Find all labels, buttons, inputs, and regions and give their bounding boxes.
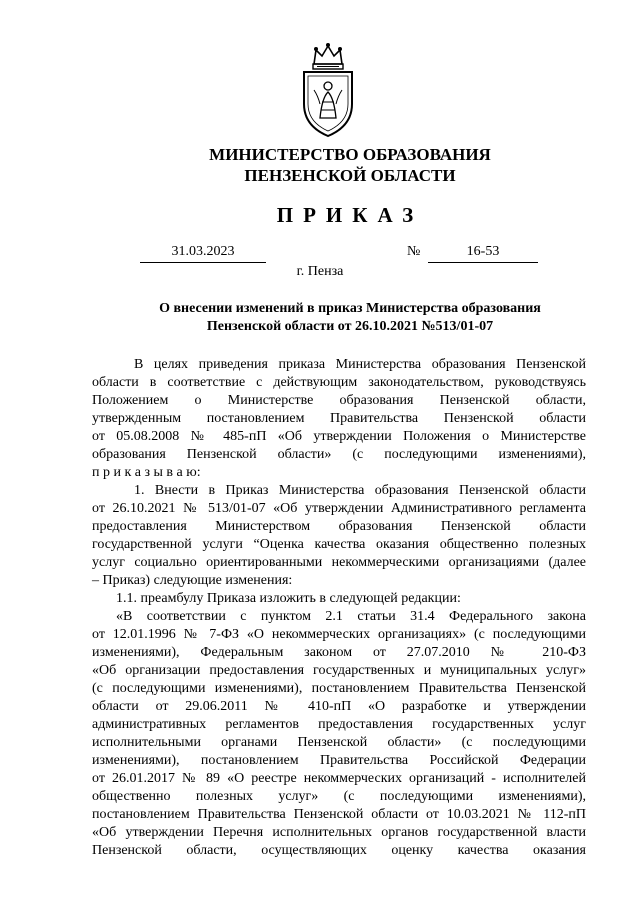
body-line: Положением о Министерстве образования Пензенской области, (92, 393, 586, 408)
subject-line-2: Пензенской области от 26.10.2021 №513/01-07 (206, 319, 494, 334)
coat-of-arms-emblem (300, 42, 356, 142)
ministry-name-line-2: ПЕНЗЕНСКОЙ ОБЛАСТИ (244, 166, 456, 185)
document-date: 31.03.2023 (171, 244, 235, 259)
body-line: утвержденным постановлением Правительства Пензенской области (92, 411, 586, 426)
document-number: 16-53 (466, 244, 500, 259)
body-line: «Об утверждении Перечня исполнительных органов государственной власти (92, 825, 586, 840)
body-line: от 26.10.2021 № 513/01-07 «Об утверждении Административного регламента (92, 501, 586, 516)
body-line: исполнительными органами Пензенской области» (с последующими (92, 735, 586, 750)
body-line: образования Пензенской области» (с последующими изменениями), (92, 447, 586, 462)
body-line: В целях приведения приказа Министерства образования Пензенской (134, 357, 586, 372)
subject-line-1: О внесении изменений в приказ Министерства образования (159, 301, 541, 316)
body-line: общественно полезных услуг» (с последующими изменениями), (92, 789, 586, 804)
body-line: – Приказ) следующие изменения: (92, 573, 293, 588)
body-line: изменениями), Федеральным законом от 27.07.2010 № 210-ФЗ (92, 645, 586, 660)
body-line: «Об организации предоставления государственных и муниципальных услуг» (92, 663, 586, 678)
body-line: административных регламентов предоставления государственных услуг (92, 717, 586, 732)
body-line: (с последующими изменениями), постановлением Правительства Пензенской (92, 681, 586, 696)
body-line: «В соответствии с пунктом 2.1 статьи 31.4 Федерального закона (116, 609, 586, 624)
body-line: области в соответствие с действующим законодательством, руководствуясь (92, 375, 586, 390)
ministry-name-line-1: МИНИСТЕРСТВО ОБРАЗОВАНИЯ (209, 145, 491, 164)
body-line: услуг социально ориентированными некоммерческими организациями (далее (92, 555, 586, 570)
body-line: от 05.08.2008 № 485-пП «Об утверждении Положения о Министерстве (92, 429, 586, 444)
body-line: области от 29.06.2011 № 410-пП «О разработке и утверждении (92, 699, 586, 714)
document-city: г. Пенза (296, 264, 344, 279)
body-line: государственной услуги “Оценка качества оказания общественно полезных (92, 537, 586, 552)
number-underline (428, 262, 538, 263)
document-type-title: ПРИКАЗ (276, 203, 424, 227)
body-line: Пензенской области, осуществляющих оценку качества оказания (92, 843, 586, 858)
number-label: № (407, 244, 421, 259)
body-line: п р и к а з ы в а ю: (92, 465, 201, 480)
body-line: от 12.01.1996 № 7-ФЗ «О некоммерческих организациях» (с последующими (92, 627, 586, 642)
body-line: 1. Внести в Приказ Министерства образования Пензенской области (134, 483, 586, 498)
body-line: предоставления Министерством образования Пензенской области (92, 519, 586, 534)
date-underline (140, 262, 266, 263)
body-line: от 26.01.2017 № 89 «О реестре некоммерческих организаций - исполнителей (92, 771, 586, 786)
body-line: 1.1. преамбулу Приказа изложить в следующей редакции: (116, 591, 461, 606)
body-line: постановлением Правительства Пензенской области от 10.03.2021 № 112-пП (92, 807, 586, 822)
body-line: изменениями), постановлением Правительства Российской Федерации (92, 753, 586, 768)
